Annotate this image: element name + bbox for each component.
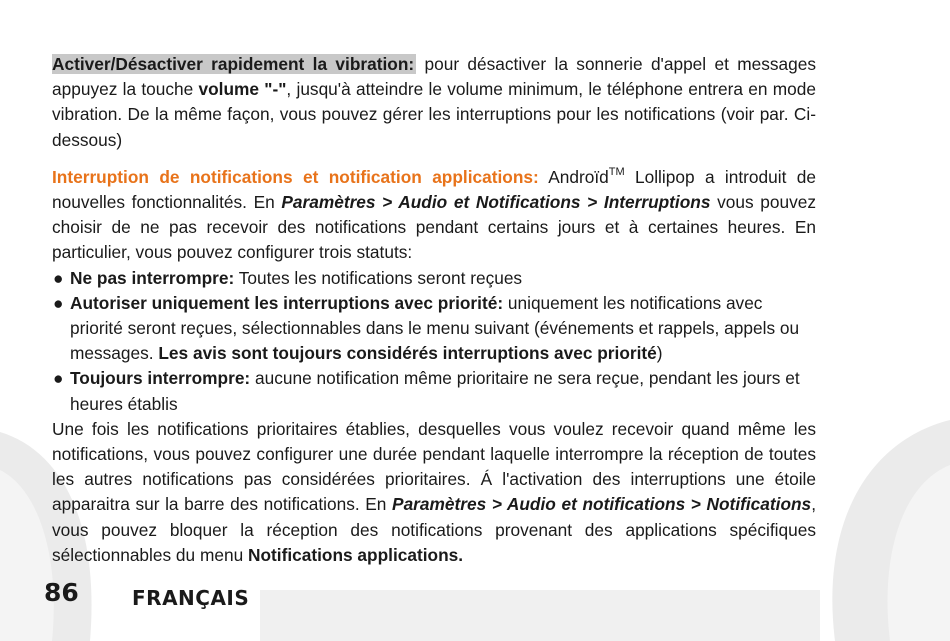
paragraph-priority: Une fois les notifications prioritaires établies, desquelles vous voulez recevoir quand même les notifications, vous pouvez configurer une durée pendant laquelle interrompre la réception de toutes les autres notifications pas considérées prioritaires. Á l'activation des interruptions une étoile apparaitra sur la barre des notifications. En Paramètres > Audio et notifications > Notifications, vous pouvez bloquer la réception des notifications provenant des applications spécifiques sélectionnables du menu Notifications applications. <box>52 418 816 565</box>
page-content <box>52 52 816 568</box>
list-item: ● Ne pas interrompre: Toutes les notifications seront reçues <box>52 266 816 291</box>
paragraph-vibration: Activer/Désactiver rapidement la vibration: pour désactiver la sonnerie d'appel et messages appuyez la touche volume "-", jusqu'à atteindre le volume minimum, le téléphone entrera en mode vibration. De la même façon, vous pouvez gérer les interruptions pour les notifications (voir par. Ci-dessous) <box>52 54 816 150</box>
page-number: 86 <box>44 578 79 607</box>
menu-notifications-applications: Notifications applications. <box>247 544 464 565</box>
settings-path-interruptions: Paramètres > Audio et Notifications > Interruptions <box>281 192 711 213</box>
paragraph-interruptions: Interruption de notifications et notification applications: Androïd™ Lollipop a introduit de nouvelles fonctionnalités. En Paramètres > Audio et Notifications > Interruptions vous pouvez choisir de ne pas recevoir des notifications pendant certains jours et à certaines heures. En particulier, vous pouvez configurer trois statuts: <box>52 165 817 263</box>
list-item: ● Autoriser uniquement les interruptions avec priorité: uniquement les notifications avec priorité seront reçues, sélectionnables dans le menu suivant (événements et rappels, appels ou messages. Les avis sont toujours considérés interruptions avec priorité) <box>53 292 800 364</box>
bullet-icon: ● <box>53 368 64 389</box>
heading-vibration: Activer/Désactiver rapidement la vibration: <box>52 54 415 74</box>
heading-interruptions: Interruption de notifications et notification applications: <box>52 166 539 187</box>
trademark: TM <box>608 165 625 178</box>
language-label: FRANÇAIS <box>132 586 250 610</box>
list-item: ● Toujours interrompre: aucune notification même prioritaire ne sera reçue, pendant les jours et heures établis <box>53 368 800 414</box>
status-list <box>52 266 816 417</box>
bullet-icon: ● <box>53 292 64 313</box>
bullet-icon: ● <box>53 267 64 288</box>
bottom-band-decoration <box>260 590 820 641</box>
settings-path-notifications: Paramètres > Audio et notifications > Notifications <box>392 494 812 515</box>
volume-key-label: volume "-" <box>198 79 287 100</box>
